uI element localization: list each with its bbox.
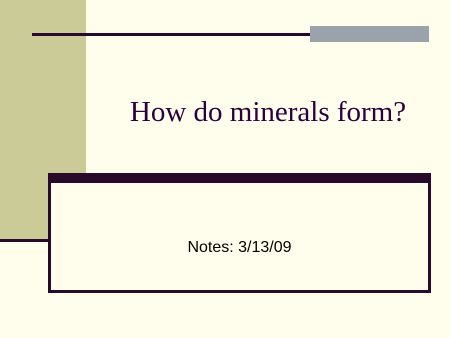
slide-subtitle: Notes: 3/13/09 — [187, 239, 292, 256]
subtitle-frame — [48, 173, 431, 293]
slide-title: How do minerals form? — [129, 95, 407, 128]
top-accent-strip — [310, 26, 429, 42]
left-divider-line — [0, 239, 48, 242]
